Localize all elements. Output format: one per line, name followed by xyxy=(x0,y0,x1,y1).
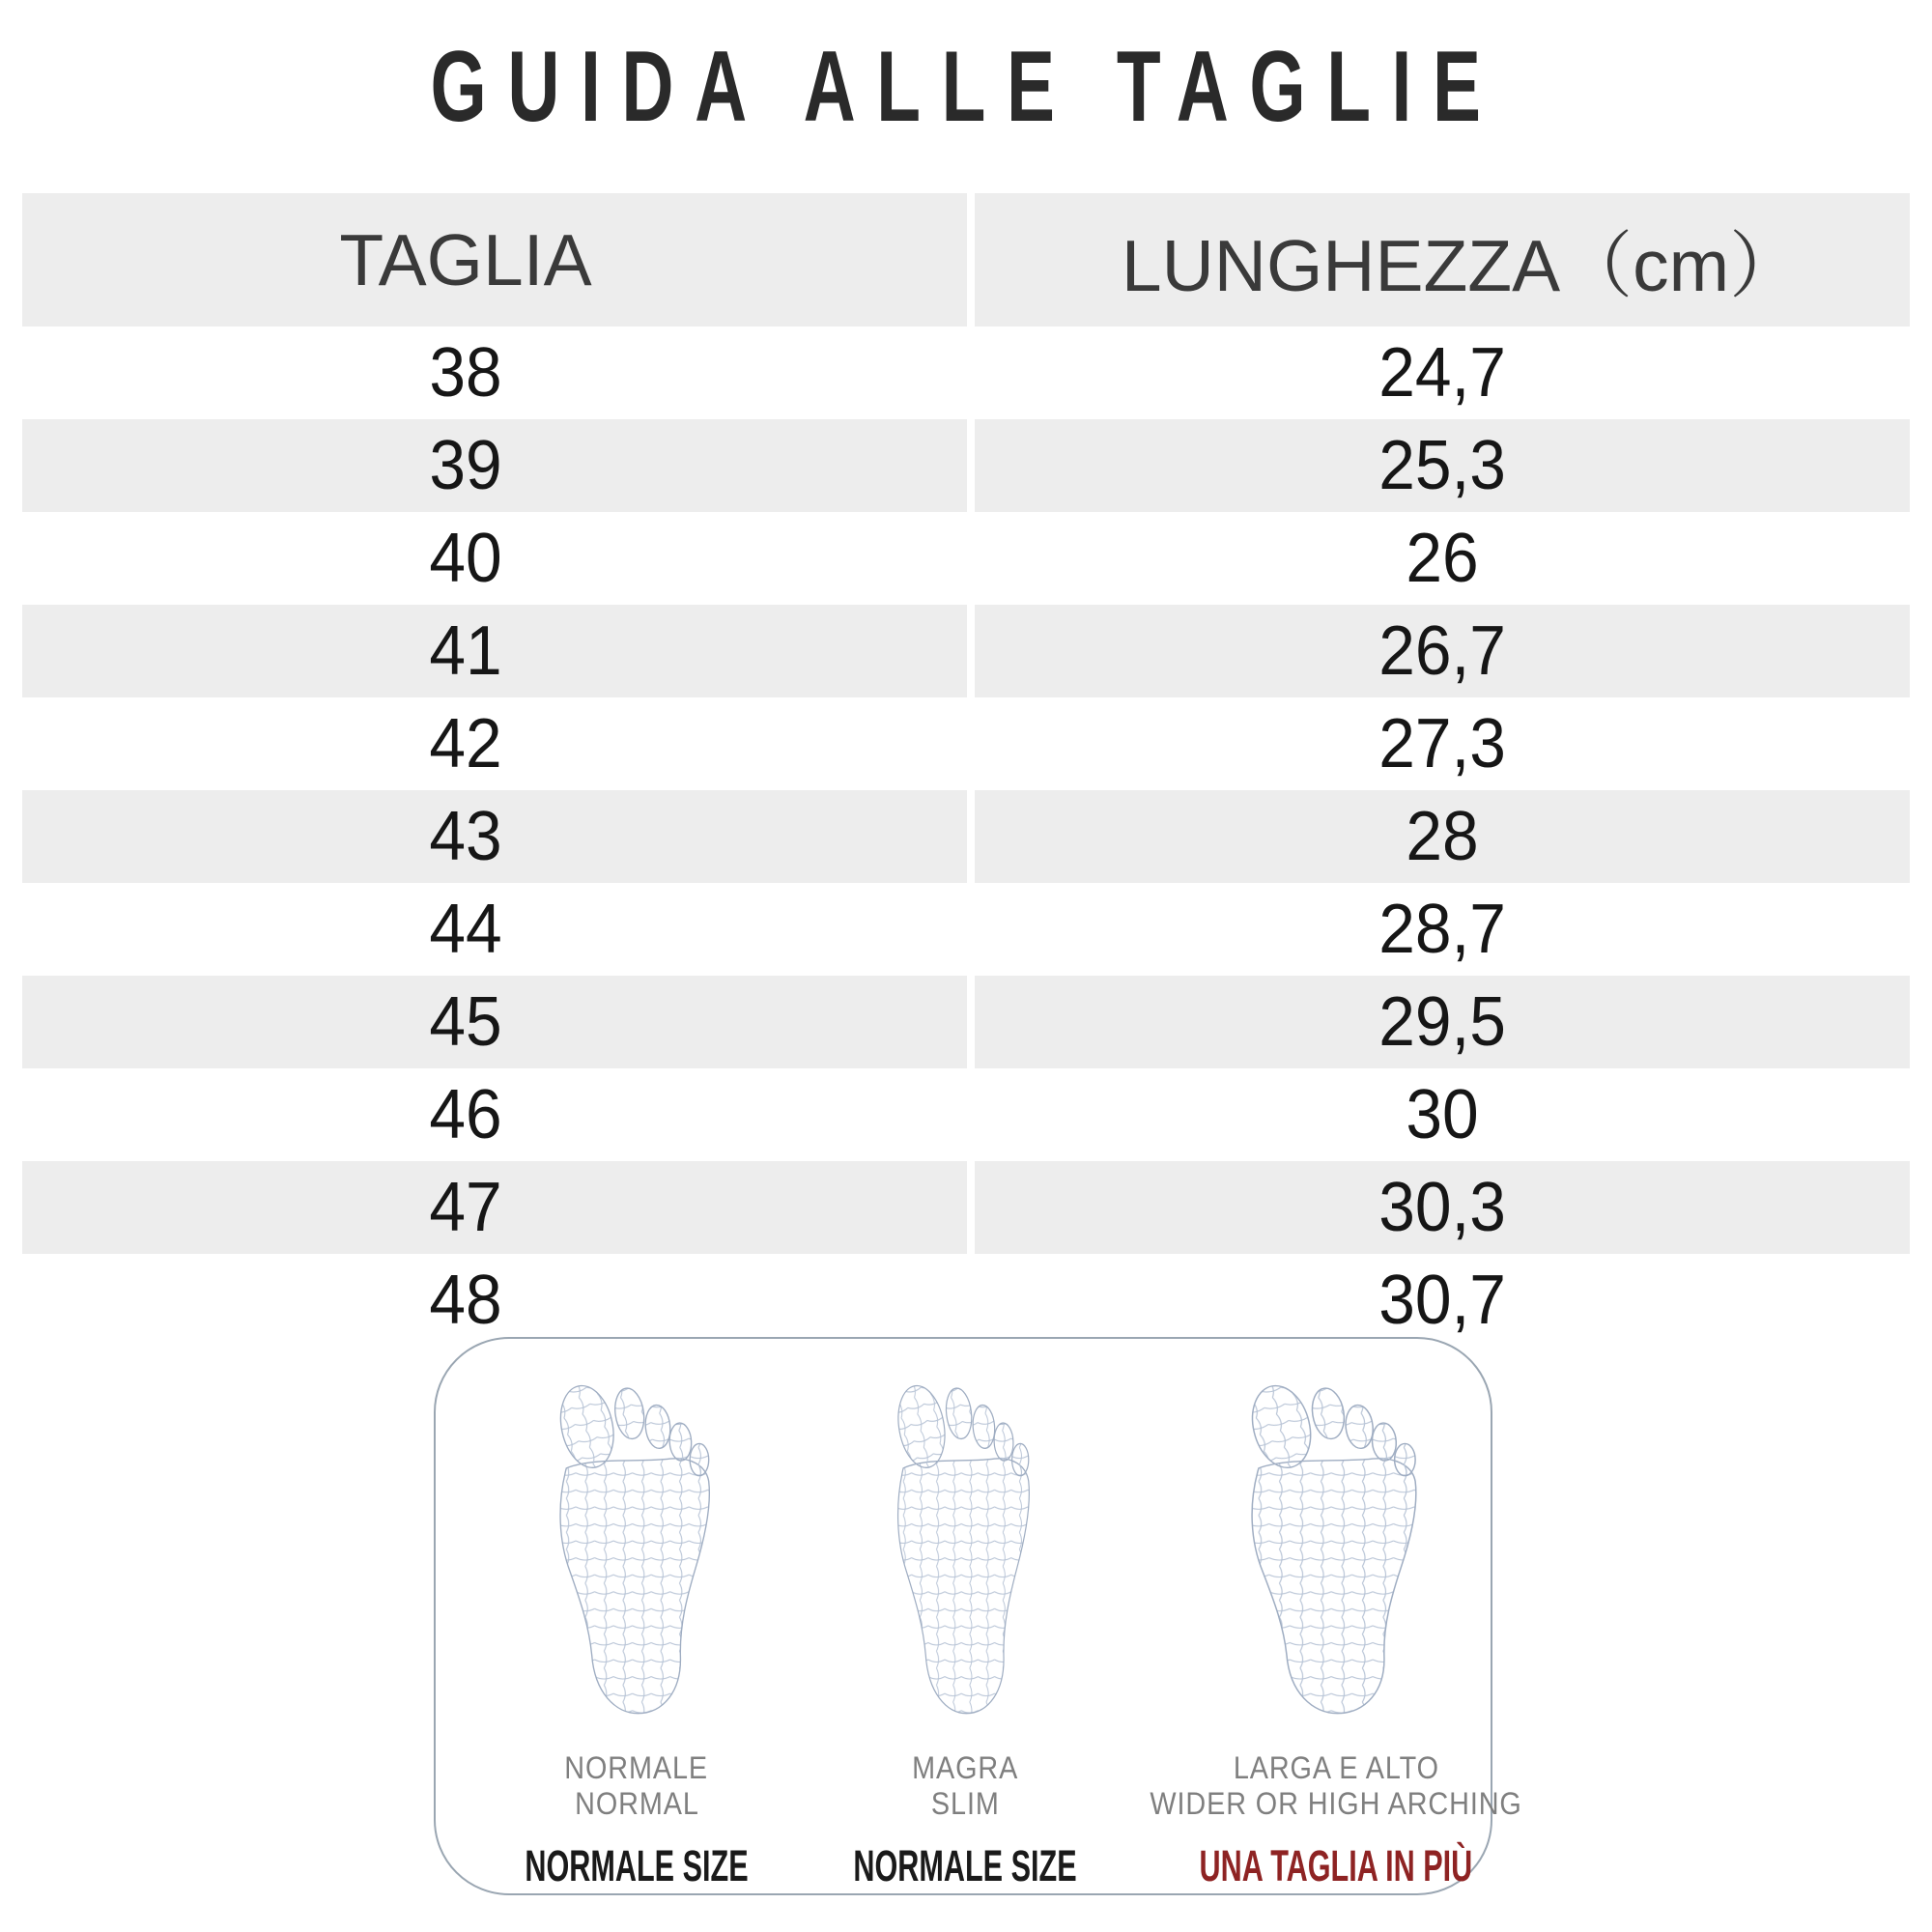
table-row xyxy=(22,419,1910,512)
foot-label-it: MAGRA xyxy=(911,1750,1019,1785)
table-row xyxy=(22,790,1910,883)
table-header-row xyxy=(22,193,1910,327)
length-cell xyxy=(975,512,1910,605)
column-divider xyxy=(967,790,975,883)
header-cell-size xyxy=(22,193,967,327)
length-cell xyxy=(975,790,1910,883)
size-cell xyxy=(22,790,967,883)
length-value: 30 xyxy=(1406,1076,1479,1153)
length-value: 26 xyxy=(1406,520,1479,597)
size-value: 41 xyxy=(429,612,502,690)
length-cell xyxy=(975,1254,1910,1347)
size-cell xyxy=(22,327,967,419)
foot-label-it: NORMALE xyxy=(564,1750,709,1785)
foot-type-slim xyxy=(801,1362,1129,1893)
length-value: 30,3 xyxy=(1378,1169,1506,1246)
size-value: 43 xyxy=(429,798,502,875)
length-cell xyxy=(975,327,1910,419)
foot-label-it: LARGA E ALTO xyxy=(1233,1750,1439,1785)
size-value: 45 xyxy=(429,983,502,1061)
size-value: 44 xyxy=(429,891,502,968)
length-value: 30,7 xyxy=(1378,1262,1506,1339)
column-divider xyxy=(967,419,975,512)
size-cell xyxy=(22,512,967,605)
table-row xyxy=(22,512,1910,605)
column-divider xyxy=(967,1254,975,1347)
size-value: 42 xyxy=(429,705,502,782)
table-row xyxy=(22,1068,1910,1161)
table-row xyxy=(22,976,1910,1068)
size-cell xyxy=(22,605,967,697)
length-cell xyxy=(975,883,1910,976)
foot-type-guide-box xyxy=(434,1337,1522,1895)
length-cell xyxy=(975,605,1910,697)
table-row xyxy=(22,605,1910,697)
foot-label-en: WIDER OR HIGH ARCHING xyxy=(1150,1786,1522,1821)
column-header-lunghezza: LUNGHEZZA（cm） xyxy=(1121,224,1803,306)
column-header-taglia: TAGLIA xyxy=(339,219,592,300)
size-value: 47 xyxy=(429,1169,502,1246)
table-row xyxy=(22,327,1910,419)
size-cell xyxy=(22,419,967,512)
foot-size-note: NORMALE SIZE xyxy=(525,1841,749,1890)
size-value: 39 xyxy=(429,427,502,504)
size-cell xyxy=(22,1068,967,1161)
size-table xyxy=(22,193,1910,1347)
length-cell xyxy=(975,1161,1910,1254)
table-row xyxy=(22,697,1910,790)
foot-wireframe-slim-icon xyxy=(867,1362,1065,1727)
table-row xyxy=(22,1161,1910,1254)
length-value: 27,3 xyxy=(1378,705,1506,782)
size-cell xyxy=(22,883,967,976)
length-value: 29,5 xyxy=(1378,983,1506,1061)
column-divider xyxy=(967,512,975,605)
foot-label-en: SLIM xyxy=(930,1786,1000,1821)
column-divider xyxy=(967,193,975,327)
foot-wireframe-wide-icon xyxy=(1237,1362,1435,1727)
size-cell xyxy=(22,976,967,1068)
column-divider xyxy=(967,605,975,697)
length-cell xyxy=(975,976,1910,1068)
foot-wireframe-normal-icon xyxy=(538,1362,736,1727)
length-value: 28 xyxy=(1406,798,1479,875)
column-divider xyxy=(967,883,975,976)
foot-type-normal xyxy=(472,1362,801,1893)
length-cell xyxy=(975,1068,1910,1161)
column-divider xyxy=(967,327,975,419)
foot-size-note: UNA TAGLIA IN PIÙ xyxy=(1199,1841,1473,1890)
length-value: 24,7 xyxy=(1378,334,1506,412)
column-divider xyxy=(967,697,975,790)
page-title: GUIDA ALLE TAGLIE xyxy=(430,31,1502,143)
table-body xyxy=(22,327,1910,1347)
foot-label-en: NORMAL xyxy=(574,1786,699,1821)
foot-size-note: NORMALE SIZE xyxy=(853,1841,1077,1890)
column-divider xyxy=(967,1068,975,1161)
length-cell xyxy=(975,697,1910,790)
size-value: 46 xyxy=(429,1076,502,1153)
size-value: 48 xyxy=(429,1262,502,1339)
length-cell xyxy=(975,419,1910,512)
size-cell xyxy=(22,1254,967,1347)
column-divider xyxy=(967,1161,975,1254)
length-value: 26,7 xyxy=(1378,612,1506,690)
foot-type-wide xyxy=(1129,1362,1543,1893)
size-cell xyxy=(22,697,967,790)
table-row xyxy=(22,1254,1910,1347)
table-row xyxy=(22,883,1910,976)
header-cell-length xyxy=(975,193,1910,327)
length-value: 25,3 xyxy=(1378,427,1506,504)
length-value: 28,7 xyxy=(1378,891,1506,968)
size-value: 40 xyxy=(429,520,502,597)
column-divider xyxy=(967,976,975,1068)
size-value: 38 xyxy=(429,334,502,412)
size-cell xyxy=(22,1161,967,1254)
